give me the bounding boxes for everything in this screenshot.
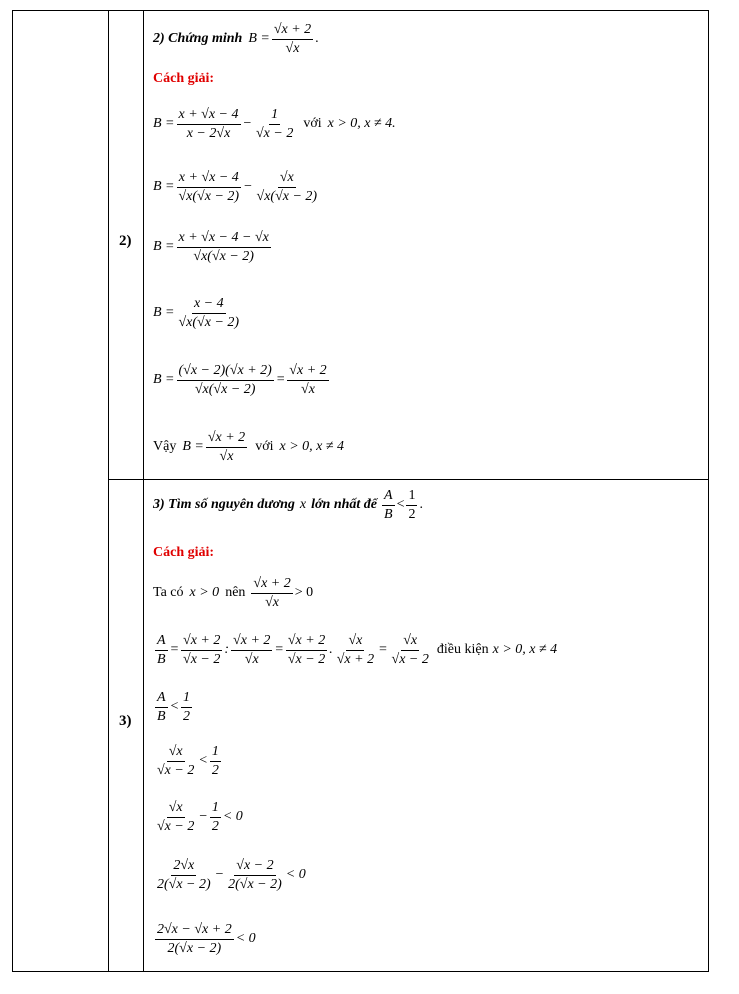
section-2-step-1: B = $\frac{x + √x - 4}{x - 2√x}$ − $\frac{1}{√x - 2}$ với x > 0, x ≠ 4. <box>153 106 396 141</box>
section-2-step-5: B = $\frac{(√x - 2)(√x + 2)}{√x(√x - 2)}$ = $\frac{√x + 2}{√x}$ <box>153 362 327 397</box>
fraction: $\frac{1}{2}$ <box>408 487 416 522</box>
row-label-3: 3) <box>119 713 132 729</box>
fraction: $\frac{1}{2}$ <box>183 689 191 724</box>
fraction: $\frac{1}{2}$ <box>211 743 219 778</box>
section-2-conclusion: Vậy B = $\frac{√x + 2}{√x}$ với x > 0, x ≠ 4 <box>153 429 345 464</box>
section-2-method-label: Cách giải: <box>153 71 215 86</box>
fraction: $\frac{2√x}{2(√x - 2)}$ <box>157 857 211 892</box>
fraction: $\frac{x + √x - 4 - √x}{√x(√x - 2)}$ <box>178 229 269 264</box>
section-3-step-4: $\frac{√x}{√x - 2}$ < $\frac{1}{2}$ <box>157 743 219 778</box>
fraction: $\frac{x + √x - 4}{x - 2√x}$ <box>178 106 239 141</box>
row-divider <box>108 479 708 480</box>
fraction: $\frac{√x}{√x(√x - 2)}$ <box>256 169 318 204</box>
section-2-step-2: B = $\frac{x + √x - 4}{√x(√x - 2)}$ − $\frac{√x}{√x(√x - 2)}$ <box>153 169 318 204</box>
section-3-step-3: $\frac{A}{B}$ < $\frac{1}{2}$ <box>157 689 191 724</box>
section-3-content <box>153 481 703 971</box>
fraction: $\frac{√x}{√x + 2}$ <box>336 632 375 667</box>
section-3-heading: 3) Tìm số nguyên dương x lớn nhất để $\frac{A}{B}$ < $\frac{1}{2}$ . <box>153 487 423 522</box>
fraction: $\frac{A}{B}$ <box>384 487 393 522</box>
fraction: $\frac{x - 4}{√x(√x - 2)}$ <box>178 295 240 330</box>
fraction: $\frac{√x + 2}{√x}$ <box>289 362 327 397</box>
fraction: $\frac{(√x - 2)(√x + 2)}{√x(√x - 2)}$ <box>178 362 272 397</box>
fraction: $\frac{√x}{√x - 2}$ <box>157 743 195 778</box>
fraction: $\frac{1}{2}$ <box>211 799 219 834</box>
fraction: $\frac{√x}{√x - 2}$ <box>157 799 195 834</box>
fraction: $\frac{√x - 2}{2(√x - 2)}$ <box>228 857 282 892</box>
row-label-2: 2) <box>119 233 132 249</box>
fraction: $\frac{√x + 2}{√x}$ <box>273 21 312 56</box>
fraction: $\frac{2√x - √x + 2}{2(√x - 2)}$ <box>157 921 232 956</box>
section-2-content <box>153 11 703 479</box>
fraction: $\frac{1}{√x - 2}$ <box>255 106 294 141</box>
column-divider-2 <box>143 11 144 971</box>
section-3-step-6: $\frac{2√x}{2(√x - 2)}$ − $\frac{√x - 2}{2(√x - 2)}$ < 0 <box>157 857 306 892</box>
section-2-heading: 2) Chứng minh B = $\frac{√x + 2}{√x}$ . <box>153 21 319 56</box>
fraction: $\frac{x + √x - 4}{√x(√x - 2)}$ <box>178 169 240 204</box>
section-3-step-1: Ta có x > 0 nên $\frac{√x + 2}{√x}$ > 0 <box>153 575 314 610</box>
fraction: $\frac{√x + 2}{√x}$ <box>233 632 271 667</box>
solution-table <box>12 10 709 972</box>
fraction: $\frac{√x}{√x - 2}$ <box>391 632 429 667</box>
fraction: $\frac{√x + 2}{√x}$ <box>253 575 291 610</box>
column-divider-1 <box>108 11 109 971</box>
fraction: $\frac{√x + 2}{√x - 2}$ <box>183 632 221 667</box>
fraction: $\frac{A}{B}$ <box>157 632 166 667</box>
fraction: $\frac{A}{B}$ <box>157 689 166 724</box>
fraction: $\frac{√x + 2}{√x - 2}$ <box>287 632 326 667</box>
section-2-step-4: B = $\frac{x - 4}{√x(√x - 2)}$ <box>153 295 240 330</box>
section-3-step-2: $\frac{A}{B}$ = $\frac{√x + 2}{√x - 2}$ : $\frac{√x + 2}{√x}$ = $\frac{√x + 2}{√x - 2}$ . $\frac{√x}{√x + 2}$ = $\frac{√x}{√x - 2}$ điều kiện x > 0, x ≠ 4 <box>157 632 558 667</box>
section-3-step-5: $\frac{√x}{√x - 2}$ − $\frac{1}{2}$ < 0 <box>157 799 243 834</box>
fraction: $\frac{√x + 2}{√x}$ <box>207 429 246 464</box>
section-2-step-3: B = $\frac{x + √x - 4 - √x}{√x(√x - 2)}$ <box>153 229 269 264</box>
section-3-step-7: $\frac{2√x - √x + 2}{2(√x - 2)}$ < 0 <box>157 921 256 956</box>
section-3-method-label: Cách giải: <box>153 545 215 560</box>
